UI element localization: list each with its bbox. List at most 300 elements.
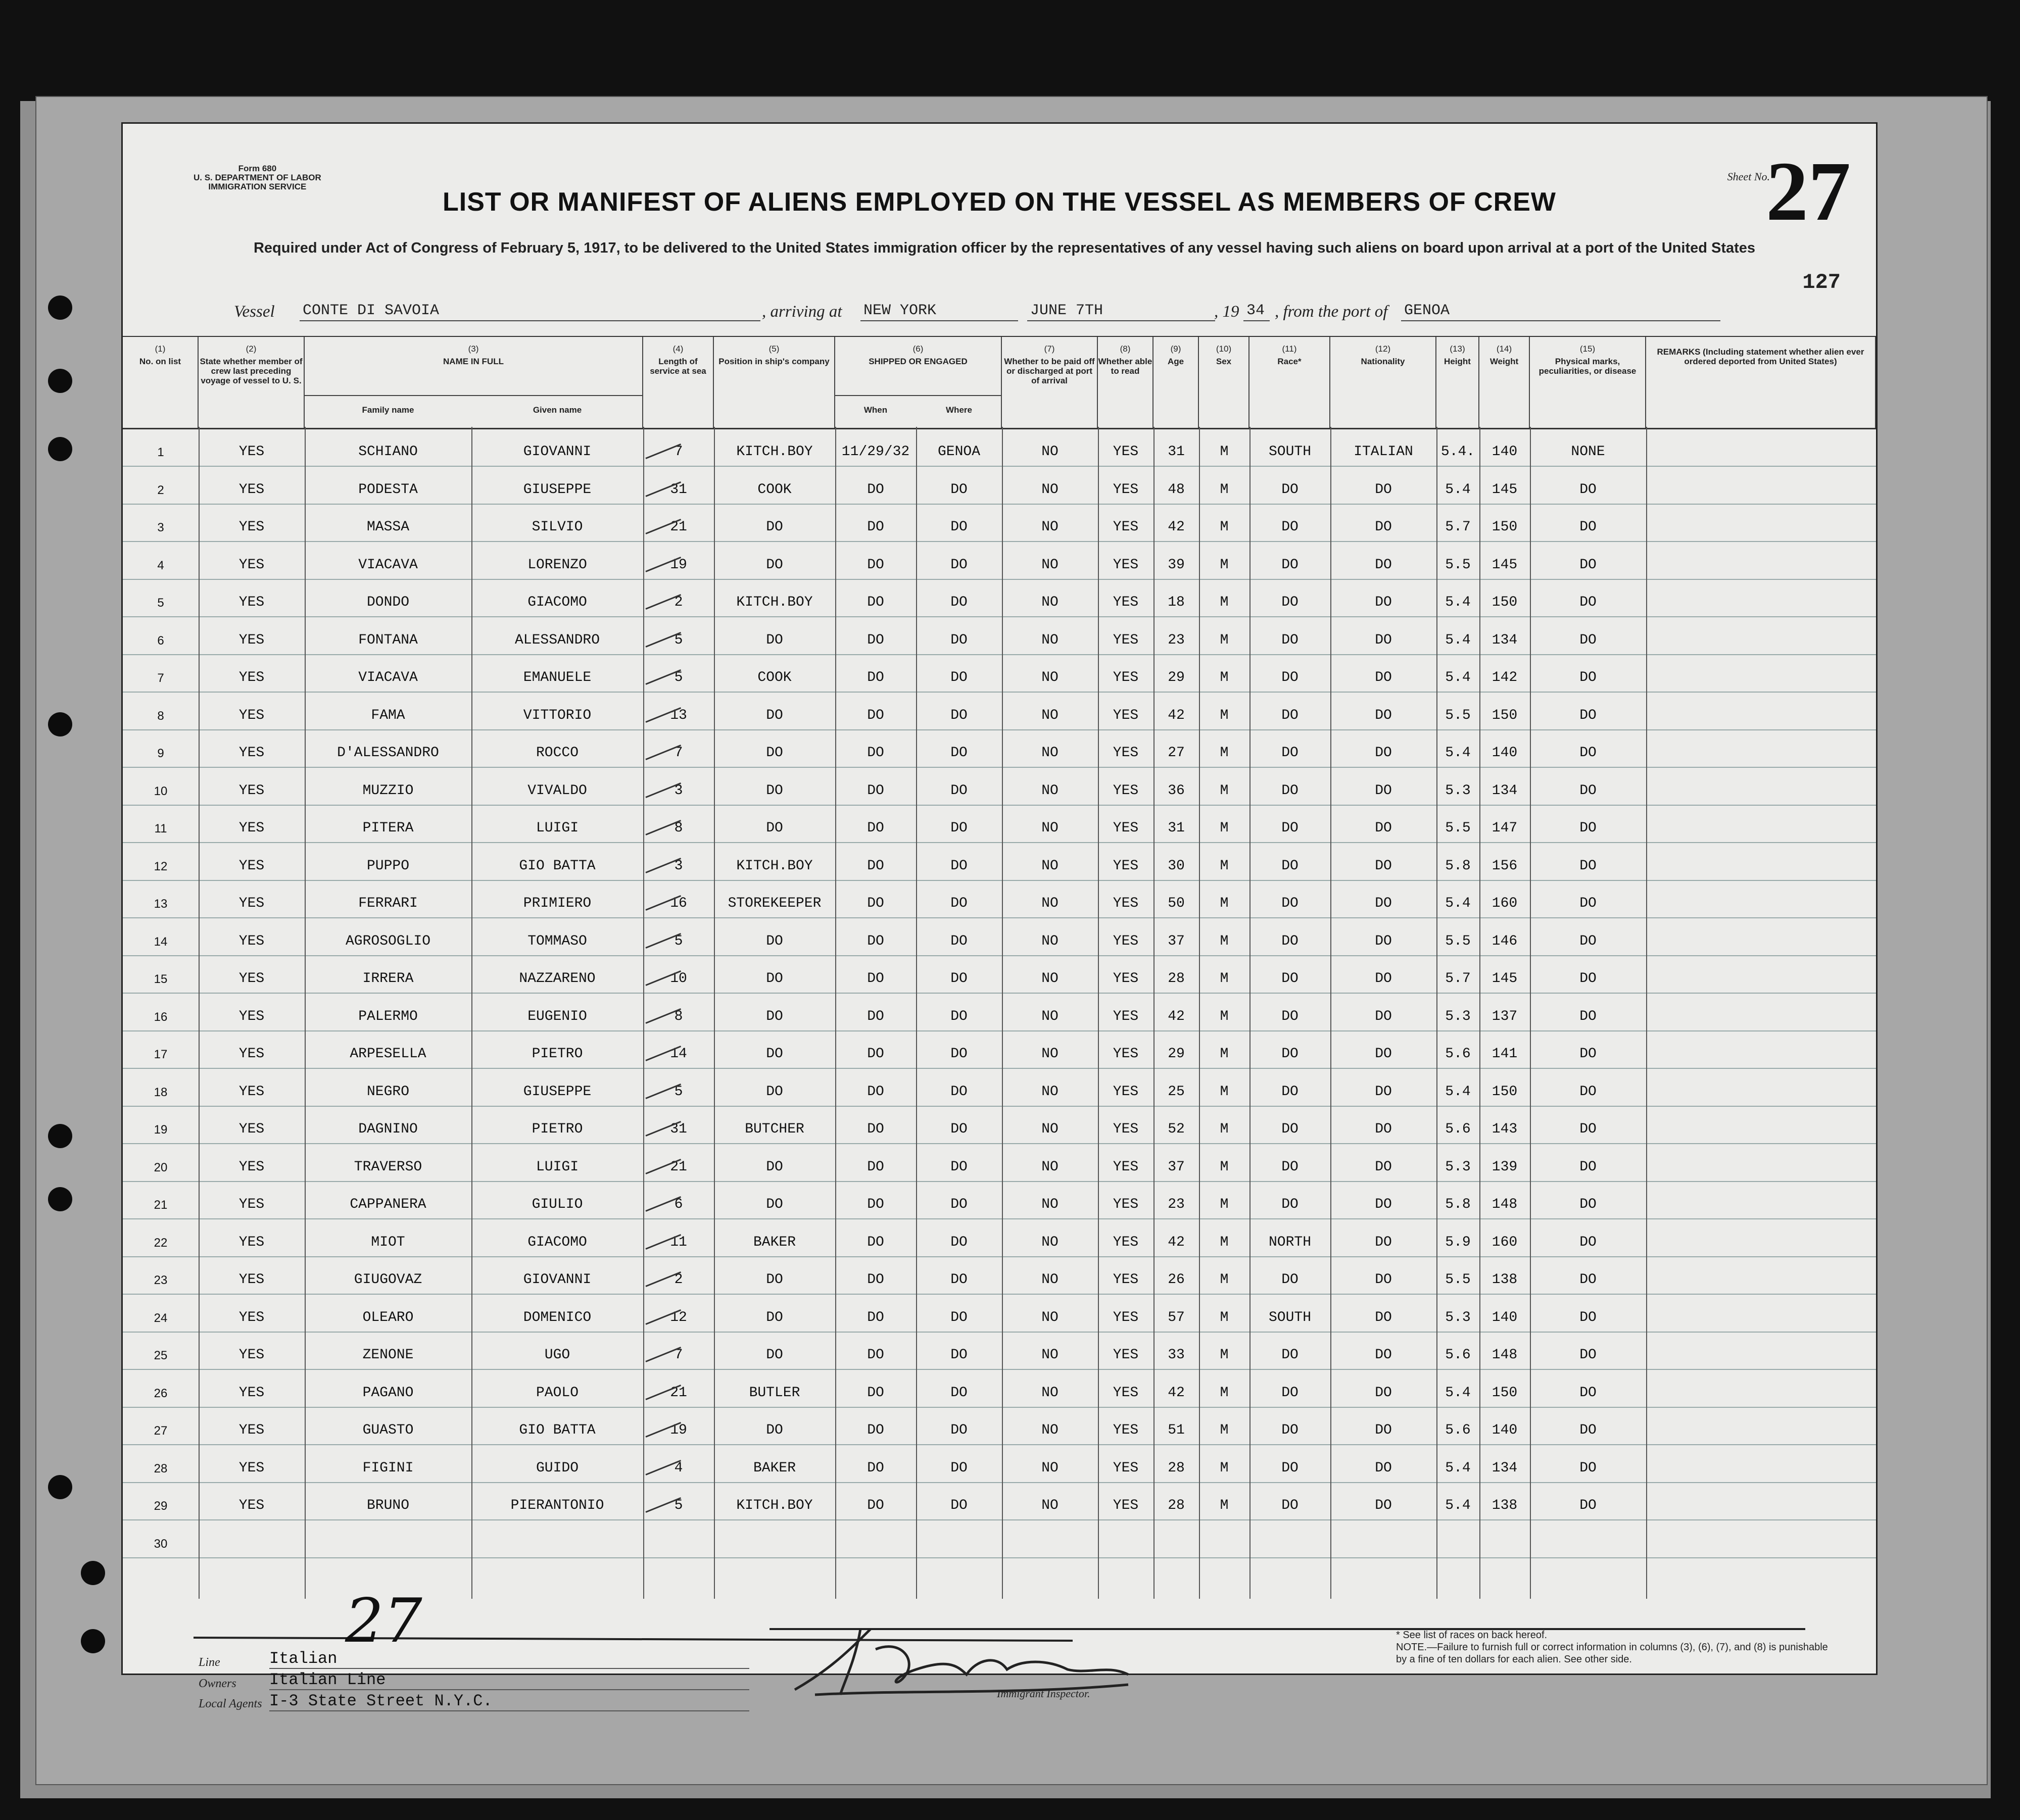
year-suffix: 34 <box>1243 302 1270 321</box>
cell-age: 31 <box>1168 820 1185 836</box>
binder-hole <box>48 437 72 461</box>
column-rule <box>1530 427 1531 1599</box>
table-row <box>123 1369 1876 1408</box>
cell-no: 8 <box>157 709 164 723</box>
cell-service: 31 <box>670 1121 687 1137</box>
cell-weight: 150 <box>1492 595 1518 610</box>
cell-read: YES <box>1113 519 1139 535</box>
cell-when: DO <box>867 1347 884 1363</box>
cell-read: YES <box>1113 670 1139 685</box>
cell-race: DO <box>1281 1159 1298 1175</box>
cell-when: DO <box>867 557 884 573</box>
cell-paid: NO <box>1041 1460 1059 1476</box>
owners-label: Owners <box>199 1677 236 1690</box>
cell-service: 21 <box>670 519 687 535</box>
table-row <box>123 654 1876 693</box>
cell-position: DO <box>766 632 783 648</box>
cell-family: D'ALESSANDRO <box>337 745 439 761</box>
cell-read: YES <box>1113 1498 1139 1513</box>
cell-sex: M <box>1220 632 1229 648</box>
table-row <box>123 579 1876 617</box>
column-rule <box>1199 427 1200 1599</box>
cell-service: 7 <box>674 745 683 761</box>
binder-hole <box>48 712 72 736</box>
cell-race: DO <box>1281 670 1298 685</box>
cell-paid: NO <box>1041 707 1059 723</box>
cell-position: DO <box>766 557 783 573</box>
cell-family: PITERA <box>362 820 414 836</box>
table-row <box>123 1144 1876 1182</box>
cell-where: DO <box>950 707 968 723</box>
cell-paid: NO <box>1041 1385 1059 1401</box>
cell-read: YES <box>1113 1121 1139 1137</box>
table-row <box>123 1520 1876 1558</box>
cell-weight: 145 <box>1492 557 1518 573</box>
cell-height: 5.9 <box>1445 1234 1471 1250</box>
cell-race: DO <box>1281 820 1298 836</box>
cell-given: PIERANTONIO <box>510 1498 604 1513</box>
cell-age: 42 <box>1168 519 1185 535</box>
cell-no: 16 <box>154 1010 168 1024</box>
cell-marks: DO <box>1579 933 1597 949</box>
cell-race: SOUTH <box>1268 1309 1311 1325</box>
cell-race: DO <box>1281 1498 1298 1513</box>
cell-weight: 150 <box>1492 707 1518 723</box>
cell-race: DO <box>1281 1197 1298 1212</box>
cell-where: DO <box>950 971 968 987</box>
cell-marks: DO <box>1579 519 1597 535</box>
cell-marks: NONE <box>1571 444 1605 460</box>
cell-age: 52 <box>1168 1121 1185 1137</box>
from-label: , from the port of <box>1275 303 1388 321</box>
column-title: Nationality <box>1361 357 1405 366</box>
cell-family: NEGRO <box>366 1084 409 1100</box>
cell-family: PALERMO <box>358 1008 418 1024</box>
cell-position: BAKER <box>753 1460 796 1476</box>
cell-race: DO <box>1281 595 1298 610</box>
cell-nat: DO <box>1375 1385 1392 1401</box>
cell-given: EMANUELE <box>523 670 592 685</box>
cell-sex: M <box>1220 1234 1229 1250</box>
cell-position: DO <box>766 707 783 723</box>
cell-given: GIOVANNI <box>523 444 592 460</box>
cell-nat: DO <box>1375 1121 1392 1137</box>
inspector-label: Immigrant Inspector. <box>997 1687 1090 1700</box>
cell-no: 27 <box>154 1424 168 1438</box>
cell-height: 5.8 <box>1445 858 1471 874</box>
cell-race: DO <box>1281 707 1298 723</box>
column-rule <box>714 427 715 1599</box>
cell-height: 5.5 <box>1445 820 1471 836</box>
cell-read: YES <box>1113 820 1139 836</box>
cell-nat: DO <box>1375 782 1392 799</box>
cell-family: SCHIANO <box>358 444 418 460</box>
cell-sex: M <box>1220 1121 1229 1137</box>
cell-paid: NO <box>1041 1197 1059 1212</box>
cell-service: 8 <box>674 820 683 836</box>
cell-no: 7 <box>157 671 164 685</box>
cell-position: COOK <box>757 481 792 498</box>
column-title: Weight <box>1489 357 1519 366</box>
cell-height: 5.6 <box>1445 1121 1471 1137</box>
cell-where: DO <box>950 557 968 573</box>
department-name: U. S. DEPARTMENT OF LABOR <box>194 173 321 182</box>
cell-when: DO <box>867 782 884 799</box>
cell-weight: 147 <box>1492 820 1518 836</box>
cell-marks: DO <box>1579 670 1597 685</box>
cell-where: DO <box>950 1046 968 1062</box>
cell-race: SOUTH <box>1268 444 1311 460</box>
column-title: State whether member of crew last preceding voyage of vessel to U. S. <box>200 357 303 385</box>
cell-sex: M <box>1220 557 1229 573</box>
cell-no: 13 <box>154 897 168 911</box>
cell-height: 5.5 <box>1445 557 1471 573</box>
cell-when: DO <box>867 1309 884 1325</box>
cell-given: TOMMASO <box>527 933 587 949</box>
cell-height: 5.4 <box>1445 896 1471 911</box>
cell-sex: M <box>1220 519 1229 535</box>
column-header <box>123 337 199 428</box>
cell-race: NORTH <box>1268 1234 1311 1250</box>
cell-no: 6 <box>157 633 164 648</box>
cell-when: DO <box>867 519 884 535</box>
cell-height: 5.5 <box>1445 933 1471 949</box>
table-row <box>123 1256 1876 1295</box>
cell-given: LUIGI <box>536 1159 579 1175</box>
cell-position: DO <box>766 1272 783 1288</box>
binder-hole <box>48 1187 72 1211</box>
table-row <box>123 1445 1876 1483</box>
cell-weight: 150 <box>1492 519 1518 535</box>
column-header <box>1002 337 1098 428</box>
cell-prev: YES <box>238 896 265 911</box>
cell-weight: 137 <box>1492 1008 1518 1024</box>
cell-nat: DO <box>1375 820 1392 836</box>
column-title: NAME IN FULL <box>443 357 504 366</box>
table-row <box>123 1294 1876 1333</box>
cell-given: DOMENICO <box>523 1309 592 1325</box>
cell-height: 5.6 <box>1445 1046 1471 1062</box>
cell-age: 37 <box>1168 933 1185 949</box>
cell-weight: 146 <box>1492 933 1518 949</box>
cell-family: BRUNO <box>366 1498 409 1513</box>
subheader-given: Given name <box>533 405 582 415</box>
cell-given: PRIMIERO <box>523 896 592 911</box>
column-header <box>1530 337 1646 428</box>
cell-paid: NO <box>1041 971 1059 987</box>
cell-height: 5.4 <box>1445 595 1471 610</box>
cell-nat: DO <box>1375 1084 1392 1100</box>
column-title: Height <box>1444 357 1471 366</box>
cell-age: 36 <box>1168 782 1185 799</box>
cell-weight: 145 <box>1492 481 1518 498</box>
cell-where: DO <box>950 745 968 761</box>
form-number: Form 680 <box>238 164 277 173</box>
cell-race: DO <box>1281 481 1298 498</box>
cell-race: DO <box>1281 557 1298 573</box>
arriving-label: , arriving at <box>762 303 842 321</box>
cell-service: 14 <box>670 1046 687 1062</box>
cell-marks: DO <box>1579 1309 1597 1325</box>
column-number: (6) <box>912 344 924 354</box>
cell-service: 2 <box>674 595 683 610</box>
cell-sex: M <box>1220 444 1229 460</box>
cell-sex: M <box>1220 971 1229 987</box>
subheader-rule <box>835 395 1002 396</box>
cell-sex: M <box>1220 1422 1229 1438</box>
cell-where: DO <box>950 632 968 648</box>
cell-paid: NO <box>1041 632 1059 648</box>
cell-sex: M <box>1220 896 1229 911</box>
column-header <box>1199 337 1249 428</box>
cell-prev: YES <box>238 971 265 987</box>
column-number: (3) <box>468 344 479 354</box>
cell-age: 18 <box>1168 595 1185 610</box>
cell-when: DO <box>867 1197 884 1212</box>
cell-marks: DO <box>1579 858 1597 874</box>
cell-sex: M <box>1220 1046 1229 1062</box>
cell-race: DO <box>1281 971 1298 987</box>
cell-paid: NO <box>1041 519 1059 535</box>
cell-family: PAGANO <box>362 1385 414 1401</box>
cell-prev: YES <box>238 481 265 498</box>
cell-weight: 148 <box>1492 1197 1518 1212</box>
cell-paid: NO <box>1041 670 1059 685</box>
cell-where: DO <box>950 1347 968 1363</box>
cell-marks: DO <box>1579 782 1597 799</box>
cell-family: PODESTA <box>358 481 418 498</box>
cell-no: 30 <box>154 1537 168 1551</box>
cell-position: COOK <box>757 670 792 685</box>
cell-when: DO <box>867 481 884 498</box>
cell-weight: 134 <box>1492 632 1518 648</box>
cell-given: VIVALDO <box>527 782 587 799</box>
cell-prev: YES <box>238 1347 265 1363</box>
cell-family: DONDO <box>366 595 409 610</box>
voyage-line <box>199 298 1765 323</box>
cell-sex: M <box>1220 1385 1229 1401</box>
cell-sex: M <box>1220 1498 1229 1513</box>
binder-hole <box>48 369 72 393</box>
cell-service: 10 <box>670 971 687 987</box>
cell-read: YES <box>1113 481 1139 498</box>
cell-where: DO <box>950 1159 968 1175</box>
cell-sex: M <box>1220 595 1229 610</box>
column-header <box>1646 337 1876 428</box>
cell-family: ZENONE <box>362 1347 414 1363</box>
table-row <box>123 1482 1876 1520</box>
table-row <box>123 880 1876 918</box>
cell-nat: DO <box>1375 1347 1392 1363</box>
table-row <box>123 805 1876 843</box>
cell-sex: M <box>1220 1084 1229 1100</box>
cell-when: DO <box>867 1498 884 1513</box>
column-number: (4) <box>672 344 684 354</box>
cell-prev: YES <box>238 858 265 874</box>
cell-prev: YES <box>238 1385 265 1401</box>
table-row <box>123 692 1876 730</box>
cell-no: 15 <box>154 972 168 986</box>
cell-prev: YES <box>238 1159 265 1175</box>
cell-paid: NO <box>1041 1159 1059 1175</box>
cell-age: 29 <box>1168 1046 1185 1062</box>
cell-paid: NO <box>1041 1121 1059 1137</box>
cell-marks: DO <box>1579 820 1597 836</box>
cell-service: 5 <box>674 1498 683 1513</box>
cell-nat: DO <box>1375 481 1392 498</box>
cell-race: DO <box>1281 1046 1298 1062</box>
cell-age: 42 <box>1168 1234 1185 1250</box>
cell-marks: DO <box>1579 1234 1597 1250</box>
cell-when: DO <box>867 670 884 685</box>
cell-position: DO <box>766 1046 783 1062</box>
column-number: (15) <box>1579 344 1596 354</box>
cell-age: 27 <box>1168 745 1185 761</box>
cell-age: 26 <box>1168 1272 1185 1288</box>
cell-when: DO <box>867 1159 884 1175</box>
penalty-note: NOTE.—Failure to furnish full or correct information in columns (3), (6), (7), and (8) is punishable by a fine of ten dollars for each alien. See other side. <box>1396 1642 1828 1665</box>
cell-when: DO <box>867 858 884 874</box>
cell-read: YES <box>1113 1084 1139 1100</box>
table-row <box>123 1106 1876 1144</box>
cell-paid: NO <box>1041 858 1059 874</box>
cell-no: 19 <box>154 1123 168 1137</box>
cell-given: GIACOMO <box>527 1234 587 1250</box>
cell-age: 42 <box>1168 707 1185 723</box>
cell-no: 28 <box>154 1461 168 1475</box>
cell-prev: YES <box>238 1197 265 1212</box>
table-row <box>123 617 1876 655</box>
column-title: Length of service at sea <box>650 357 706 376</box>
cell-nat: DO <box>1375 595 1392 610</box>
cell-given: ALESSANDRO <box>514 632 600 648</box>
cell-sex: M <box>1220 1309 1229 1325</box>
column-number: (1) <box>155 344 166 354</box>
cell-family: MASSA <box>366 519 409 535</box>
cell-service: 19 <box>670 557 687 573</box>
cell-weight: 141 <box>1492 1046 1518 1062</box>
cell-paid: NO <box>1041 1498 1059 1513</box>
cell-given: EUGENIO <box>527 1008 587 1024</box>
cell-age: 28 <box>1168 971 1185 987</box>
cell-paid: NO <box>1041 1084 1059 1100</box>
cell-marks: DO <box>1579 1121 1597 1137</box>
cell-where: DO <box>950 933 968 949</box>
cell-marks: DO <box>1579 745 1597 761</box>
cell-read: YES <box>1113 1385 1139 1401</box>
cell-no: 1 <box>157 446 164 459</box>
cell-race: DO <box>1281 1385 1298 1401</box>
cell-weight: 138 <box>1492 1272 1518 1288</box>
cell-nat: DO <box>1375 1008 1392 1024</box>
cell-where: DO <box>950 1460 968 1476</box>
cell-position: BAKER <box>753 1234 796 1250</box>
cell-where: DO <box>950 1197 968 1212</box>
cell-prev: YES <box>238 519 265 535</box>
cell-race: DO <box>1281 519 1298 535</box>
cell-marks: DO <box>1579 1347 1597 1363</box>
cell-marks: DO <box>1579 557 1597 573</box>
cell-given: PAOLO <box>536 1385 579 1401</box>
cell-where: DO <box>950 1084 968 1100</box>
cell-when: DO <box>867 632 884 648</box>
cell-where: DO <box>950 1008 968 1024</box>
cell-where: DO <box>950 820 968 836</box>
cell-nat: DO <box>1375 1159 1392 1175</box>
cell-service: 12 <box>670 1309 687 1325</box>
cell-prev: YES <box>238 1084 265 1100</box>
column-header <box>1330 337 1436 428</box>
cell-weight: 160 <box>1492 1234 1518 1250</box>
cell-sex: M <box>1220 1197 1229 1212</box>
cell-age: 31 <box>1168 444 1185 460</box>
cell-read: YES <box>1113 896 1139 911</box>
cell-race: DO <box>1281 1084 1298 1100</box>
cell-height: 5.3 <box>1445 1008 1471 1024</box>
cell-read: YES <box>1113 557 1139 573</box>
cell-family: FAMA <box>371 707 405 723</box>
cell-no: 25 <box>154 1349 168 1362</box>
table-row <box>123 504 1876 542</box>
cell-age: 23 <box>1168 632 1185 648</box>
cell-service: 13 <box>670 707 687 723</box>
cell-given: LUIGI <box>536 820 579 836</box>
cell-service: 7 <box>674 444 683 460</box>
cell-family: GIUGOVAZ <box>354 1272 422 1288</box>
cell-prev: YES <box>238 595 265 610</box>
cell-race: DO <box>1281 1008 1298 1024</box>
cell-marks: DO <box>1579 1008 1597 1024</box>
column-header <box>643 337 714 428</box>
cell-paid: NO <box>1041 1272 1059 1288</box>
cell-paid: NO <box>1041 782 1059 799</box>
sheet-label: Sheet No. <box>1727 170 1770 183</box>
column-rule <box>835 427 836 1599</box>
table-row <box>123 1181 1876 1219</box>
cell-marks: DO <box>1579 896 1597 911</box>
cell-service: 21 <box>670 1159 687 1175</box>
cell-read: YES <box>1113 745 1139 761</box>
cell-marks: DO <box>1579 1046 1597 1062</box>
cell-when: DO <box>867 1121 884 1137</box>
column-rule <box>305 427 306 1599</box>
agents-label: Local Agents <box>199 1697 262 1710</box>
cell-position: DO <box>766 782 783 799</box>
cell-prev: YES <box>238 933 265 949</box>
cell-when: DO <box>867 595 884 610</box>
cell-race: DO <box>1281 1272 1298 1288</box>
cell-when: DO <box>867 1008 884 1024</box>
table-header <box>123 336 1876 429</box>
column-rule <box>643 427 644 1599</box>
cell-height: 5.6 <box>1445 1347 1471 1363</box>
cell-family: VIACAVA <box>358 557 418 573</box>
cell-height: 5.8 <box>1445 1197 1471 1212</box>
cell-nat: ITALIAN <box>1354 444 1413 460</box>
cell-read: YES <box>1113 1272 1139 1288</box>
cell-position: DO <box>766 1309 783 1325</box>
cell-family: FONTANA <box>358 632 418 648</box>
subheader-rule <box>305 395 643 396</box>
cell-race: DO <box>1281 896 1298 911</box>
race-note: * See list of races on back hereof. <box>1396 1630 1548 1641</box>
cell-position: DO <box>766 933 783 949</box>
table-row <box>123 1030 1876 1069</box>
cell-given: ROCCO <box>536 745 579 761</box>
cell-no: 21 <box>154 1198 168 1212</box>
cell-given: UGO <box>544 1347 570 1363</box>
cell-paid: NO <box>1041 444 1059 460</box>
